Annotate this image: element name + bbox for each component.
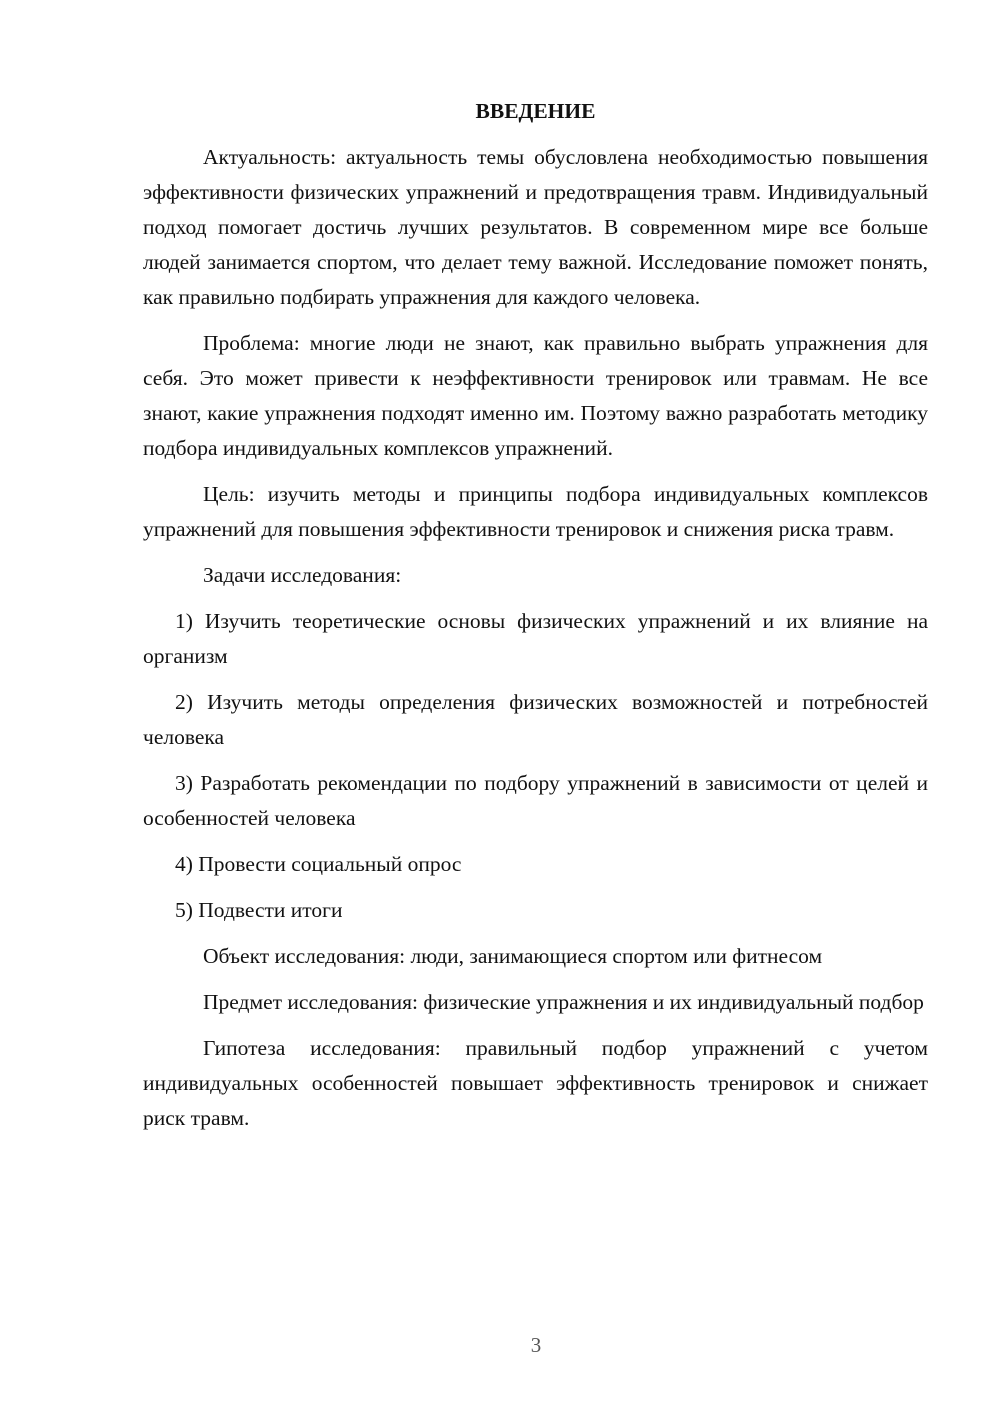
hypothesis-paragraph: Гипотеза исследования: правильный подбор упражнений с учетом индивидуальных особенностей повышает эффективность тренировок и снижает риск травм. [143, 1036, 928, 1130]
task-item-5: 5) Подвести итоги [175, 898, 343, 922]
task-item-2: 2) Изучить методы определения физических возможностей и потребностей человека [143, 690, 928, 749]
goal-paragraph: Цель: изучить методы и принципы подбора индивидуальных комплексов упражнений для повышения эффективности тренировок и снижения риска травм. [143, 482, 928, 541]
tasks-heading: Задачи исследования: [203, 563, 402, 587]
relevance-paragraph: Актуальность: актуальность темы обусловлена необходимостью повышения эффективности физических упражнений и предотвращения травм. Индивидуальный подход помогает достичь лучших результатов. В современном мире все больше людей занимается спортом, что делает тему важной. Исследование поможет понять, как правильно подбирать упражнения для каждого человека. [143, 145, 928, 309]
subject-paragraph: Предмет исследования: физические упражнения и их индивидуальный подбор [203, 990, 924, 1014]
task-item-1: 1) Изучить теоретические основы физических упражнений и их влияние на организм [143, 609, 928, 668]
object-paragraph: Объект исследования: люди, занимающиеся спортом или фитнесом [203, 944, 823, 968]
task-item-4: 4) Провести социальный опрос [175, 852, 462, 876]
problem-paragraph: Проблема: многие люди не знают, как правильно выбрать упражнения для себя. Это может привести к неэффективности тренировок или травмам. Не все знают, какие упражнения подходят именно им. Поэтому важно разработать методику подбора индивидуальных комплексов упражнений. [143, 331, 928, 460]
task-item-3: 3) Разработать рекомендации по подбору упражнений в зависимости от целей и особенностей человека [143, 771, 928, 830]
page-number: 3 [530, 1333, 542, 1357]
section-title: ВВЕДЕНИЕ [475, 99, 596, 123]
document-page [143, 96, 928, 1136]
